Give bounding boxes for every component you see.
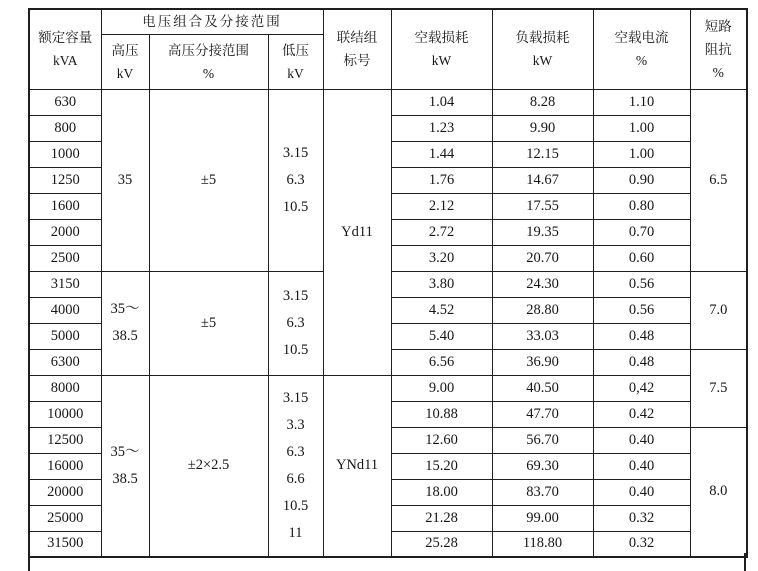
header-hv-unit: kV <box>116 65 134 81</box>
cell-line: 6.3 <box>286 443 305 460</box>
cell-no-load-loss: 15.20 <box>391 453 492 479</box>
cell-lv <box>268 375 323 557</box>
cell-no-load-loss: 3.20 <box>391 245 492 271</box>
transformer-spec-table <box>28 8 748 558</box>
cell-line: 11 <box>288 524 303 541</box>
cell-load-loss: 20.70 <box>492 245 593 271</box>
cell-hv <box>101 375 149 557</box>
header-lv <box>268 34 323 89</box>
cell-no-load-current: 0.56 <box>593 271 690 297</box>
header-voltage-group: 电压组合及分接范围 <box>101 9 323 34</box>
cell-capacity: 4000 <box>29 297 101 323</box>
cell-hv <box>101 271 149 375</box>
cell-load-loss: 99.00 <box>492 505 593 531</box>
cell-load-loss: 8.28 <box>492 89 593 115</box>
cell-no-load-loss: 25.28 <box>391 531 492 557</box>
cell-no-load-current: 1.10 <box>593 89 690 115</box>
cell-no-load-current: 0.40 <box>593 479 690 505</box>
header-capacity <box>29 9 101 89</box>
cell-lv <box>268 271 323 375</box>
cell-no-load-current: 0.90 <box>593 167 690 193</box>
cell-no-load-current: 0.42 <box>593 401 690 427</box>
cell-capacity: 31500 <box>29 531 101 557</box>
cell-load-loss: 118.80 <box>492 531 593 557</box>
header-no-load-current <box>593 9 690 89</box>
header-no-load-loss-label: 空载损耗 <box>414 30 469 46</box>
cell-load-loss: 47.70 <box>492 401 593 427</box>
cell-no-load-current: 0.70 <box>593 219 690 245</box>
cell-no-load-loss: 18.00 <box>391 479 492 505</box>
cell-no-load-loss: 5.40 <box>391 323 492 349</box>
cell-capacity: 1000 <box>29 141 101 167</box>
cell-capacity: 25000 <box>29 505 101 531</box>
cell-no-load-current: 0.60 <box>593 245 690 271</box>
cell-capacity: 630 <box>29 89 101 115</box>
cell-no-load-loss: 12.60 <box>391 427 492 453</box>
header-hv <box>101 34 149 89</box>
cell-no-load-current: 0.48 <box>593 349 690 375</box>
table-row <box>29 375 747 401</box>
cell-impedance: 8.0 <box>690 427 747 557</box>
cell-capacity: 1250 <box>29 167 101 193</box>
cell-capacity: 10000 <box>29 401 101 427</box>
cell-load-loss: 9.90 <box>492 115 593 141</box>
cell-line: 3.15 <box>282 287 309 304</box>
cell-impedance: 7.5 <box>690 349 747 427</box>
table-row <box>29 89 747 115</box>
cell-no-load-loss: 1.04 <box>391 89 492 115</box>
header-tap <box>149 34 268 89</box>
header-impedance-line1: 短路 <box>704 18 732 34</box>
table-header <box>29 9 747 89</box>
header-tap-unit: % <box>202 65 215 81</box>
cell-no-load-loss: 21.28 <box>391 505 492 531</box>
table-body <box>29 89 747 557</box>
cell-no-load-current: 0,42 <box>593 375 690 401</box>
cell-load-loss: 69.30 <box>492 453 593 479</box>
cell-line: 3.3 <box>286 416 305 433</box>
header-hv-label: 高压 <box>111 42 139 58</box>
header-connection <box>323 9 391 89</box>
cell-line: 3.15 <box>282 389 309 406</box>
cell-line: 35～ <box>110 443 140 460</box>
cell-load-loss: 28.80 <box>492 297 593 323</box>
cell-impedance: 6.5 <box>690 89 747 271</box>
header-no-load-loss-unit: kW <box>431 53 452 69</box>
cell-no-load-current: 1.00 <box>593 141 690 167</box>
cell-no-load-loss: 2.72 <box>391 219 492 245</box>
header-load-loss <box>492 9 593 89</box>
cell-connection: Yd11 <box>323 89 391 375</box>
cell-tap: ±5 <box>149 89 268 271</box>
header-impedance-line2: 阻抗 <box>704 41 732 57</box>
cell-no-load-loss: 1.76 <box>391 167 492 193</box>
cell-load-loss: 40.50 <box>492 375 593 401</box>
cell-lv <box>268 89 323 271</box>
header-no-load-loss <box>391 9 492 89</box>
header-capacity-unit: kVA <box>52 53 78 69</box>
cell-load-loss: 17.55 <box>492 193 593 219</box>
cell-line: 38.5 <box>112 328 138 344</box>
header-row <box>29 9 747 34</box>
cell-capacity: 800 <box>29 115 101 141</box>
cell-load-loss: 56.70 <box>492 427 593 453</box>
cell-no-load-loss: 10.88 <box>391 401 492 427</box>
header-capacity-label: 额定容量 <box>38 30 93 46</box>
cell-load-loss: 33.03 <box>492 323 593 349</box>
cell-tap: ±5 <box>149 271 268 375</box>
table-frame-continuation <box>28 553 746 571</box>
header-connection-line1: 联结组 <box>336 30 378 46</box>
cell-connection: YNd11 <box>323 375 391 557</box>
cell-load-loss: 19.35 <box>492 219 593 245</box>
cell-impedance: 7.0 <box>690 271 747 349</box>
header-load-loss-label: 负载损耗 <box>515 30 570 46</box>
cell-capacity: 20000 <box>29 479 101 505</box>
cell-hv: 35 <box>101 89 149 271</box>
cell-line: 6.6 <box>286 470 305 487</box>
cell-capacity: 16000 <box>29 453 101 479</box>
cell-capacity: 2000 <box>29 219 101 245</box>
cell-load-loss: 83.70 <box>492 479 593 505</box>
cell-no-load-current: 0.32 <box>593 531 690 557</box>
header-lv-unit: kV <box>287 65 304 81</box>
cell-no-load-loss: 1.23 <box>391 115 492 141</box>
cell-line: 10.5 <box>282 341 309 358</box>
cell-no-load-loss: 9.00 <box>391 375 492 401</box>
cell-capacity: 6300 <box>29 349 101 375</box>
cell-no-load-current: 0.80 <box>593 193 690 219</box>
header-connection-line2: 标号 <box>343 53 371 69</box>
cell-capacity: 5000 <box>29 323 101 349</box>
header-load-loss-unit: kW <box>532 53 553 69</box>
cell-no-load-current: 0.40 <box>593 427 690 453</box>
cell-no-load-loss: 2.12 <box>391 193 492 219</box>
header-tap-label: 高压分接范围 <box>168 42 249 58</box>
header-impedance-unit: % <box>712 64 724 80</box>
cell-no-load-current: 0.40 <box>593 453 690 479</box>
cell-no-load-current: 0.48 <box>593 323 690 349</box>
cell-capacity: 12500 <box>29 427 101 453</box>
cell-line: 6.3 <box>286 314 305 331</box>
cell-load-loss: 14.67 <box>492 167 593 193</box>
cell-no-load-loss: 6.56 <box>391 349 492 375</box>
cell-no-load-loss: 1.44 <box>391 141 492 167</box>
cell-no-load-current: 1.00 <box>593 115 690 141</box>
header-lv-label: 低压 <box>282 42 309 58</box>
cell-load-loss: 12.15 <box>492 141 593 167</box>
cell-load-loss: 24.30 <box>492 271 593 297</box>
cell-capacity: 1600 <box>29 193 101 219</box>
cell-capacity: 8000 <box>29 375 101 401</box>
cell-capacity: 2500 <box>29 245 101 271</box>
cell-no-load-current: 0.56 <box>593 297 690 323</box>
cell-no-load-loss: 4.52 <box>391 297 492 323</box>
cell-line: 6.3 <box>286 171 305 188</box>
cell-load-loss: 36.90 <box>492 349 593 375</box>
header-no-load-current-unit: % <box>635 53 648 69</box>
cell-no-load-loss: 3.80 <box>391 271 492 297</box>
header-impedance <box>690 9 747 89</box>
cell-tap: ±2×2.5 <box>149 375 268 557</box>
header-no-load-current-label: 空载电流 <box>614 30 669 46</box>
cell-capacity: 3150 <box>29 271 101 297</box>
cell-no-load-current: 0.32 <box>593 505 690 531</box>
cell-line: 10.5 <box>282 198 309 215</box>
cell-line: 35～ <box>110 301 140 317</box>
cell-line: 38.5 <box>112 470 138 487</box>
cell-line: 3.15 <box>282 144 309 161</box>
cell-line: 10.5 <box>282 497 309 514</box>
